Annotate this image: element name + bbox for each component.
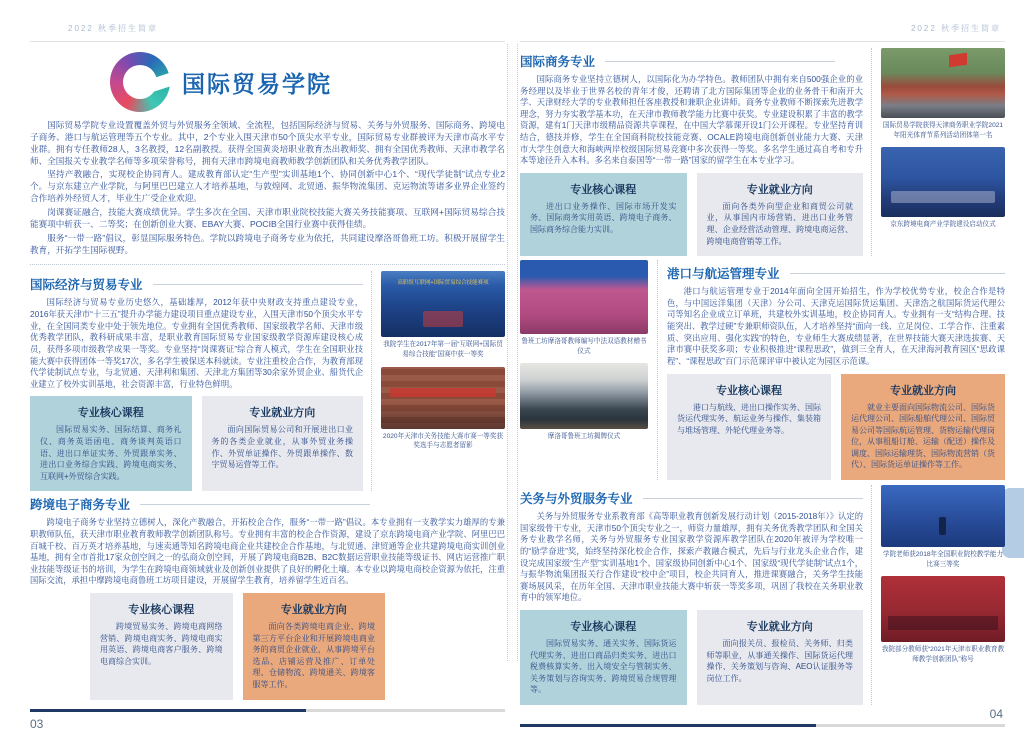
career-box bbox=[697, 173, 864, 256]
photo-teacher-award-stage bbox=[881, 485, 1005, 547]
career-box bbox=[697, 610, 864, 705]
photo-competition-stage bbox=[381, 271, 505, 337]
photo-teacher-team-stage bbox=[881, 576, 1005, 642]
page-edge-tab bbox=[1002, 488, 1024, 558]
career-text: 面向各类跨境电商企业、跨境第三方平台企业和开展跨境电商业务的商贸企业就业，从事跨境平台选品、店铺运营及推广、订单处理、仓储物流、跨境通关、跨境客服等工作。 bbox=[252, 621, 375, 689]
core-course-box bbox=[520, 610, 687, 705]
intro-paragraph-4: 服务“一带一路”倡议，彰显国际服务特色。学院以跨境电子商务专业为依托，共同建设摩洛哥鲁班工坊。积极开展留学生教育，开拓学生国际视野。 bbox=[30, 232, 505, 255]
photo-figure bbox=[520, 260, 648, 356]
photo-caption: 学院老师获2018年全国职业院校教学能力比赛三等奖 bbox=[882, 551, 1004, 568]
core-course-text: 国际贸易实务、国际结算、商务礼仪、商务英语函电、商务谈判英语口语、进出口单证实务、外贸跟单实务、进出口业务综合实践、跨境电商实务、互联网+外贸综合实践。 bbox=[40, 425, 182, 481]
core-course-title: 专业核心课程 bbox=[570, 183, 637, 196]
photo-figure bbox=[381, 271, 505, 359]
section-body: 国际经济与贸易专业历史悠久，基础雄厚，2012年获中央财政支持重点建设专业，2016年获天津市“十三五”提升办学能力建设项目重点建设专业，入围天津市50个顶尖水平专业，在全国同类专业中处于领先地位。专业拥有全国优秀教师、国家级教学名师、天津市级优秀教学团队，教科研成果丰富，是职业教育国际贸易专业国家级教学资源库建设核心成员，获得多项市级教学成果一等奖。专业坚持“岗课赛证”综合育人模式，学生在全国职业技能大赛中获得团体一等奖17次，多名学生被保送本科就读。专业注重校企合作，为教育部现代学徒制试点专业，与北贸通、天津利和集团、天津北方集团等30余家外贸企业、船货代企业建立了校外实训基地，社会资源丰富，行业特色鲜明。 bbox=[30, 297, 363, 389]
page-number: 03 bbox=[30, 716, 44, 731]
section-cross-border-ecommerce bbox=[30, 495, 505, 699]
title-rule bbox=[643, 498, 863, 499]
photo-figure bbox=[381, 367, 505, 451]
core-course-title: 专业核心课程 bbox=[77, 407, 144, 420]
footer-progress-bar bbox=[520, 724, 1005, 727]
college-masthead bbox=[110, 50, 505, 114]
photo-caption: 我院学生在2017年第一届“互联网+国际贸易综合技能”国赛中获一等奖 bbox=[383, 341, 503, 358]
section-title-row bbox=[667, 264, 1005, 282]
career-title: 专业就业方向 bbox=[249, 407, 316, 420]
section-body: 国际商务专业坚持立德树人，以国际化为办学特色。教师团队中拥有来自500强企业的业务经理以及毕业于世界名校的青年才俊，还聘请了北方国际集团等企业的业务骨干和南开大学、天津财经大学的专业教师担任客座教授和兼职企业讲师。商务专业教师不断探索先进教学理念，努力夯实教学基本功，在天津市教师教学能力比赛中获奖。专业建设积累了丰富的教学资源，建有1门天津市级精品资源共享课程，在中国大学慕课开设1门公开课程。专业坚持育训结合，德技并修，学生在全国商科院校技能竞赛、OCALE跨境电商创新创业能力大赛、天津市大学生创意大和海峡两岸校级国际贸易竞赛中多次获得一等奖。多名学生通过高自考和专升本等途径升入本科。多名来自泰国等“一带一路”国家的留学生在本专业学习。 bbox=[520, 74, 863, 166]
career-text: 就业主要面向国际物流公司、国际货运代理公司、国际船舶代理公司、国际贸易公司等国际航运管理、货物运输代理岗位，从事租船订舱、运输（配送）操作及调度、国际运输理货、国际物流营销（货代）、国际货运单证操作等工作。 bbox=[851, 402, 995, 470]
footer-progress-fill bbox=[30, 709, 306, 712]
section-body: 港口与航运管理专业于2014年面向全国开始招生，作为学校优势专业，校企合作是特色，与中国远洋集团（天津）分公司、天津克运国际货运集团、天津浩之航国际货运代理公司等知名企业成立订单班，共建校外实训基地，校企协同育人。专业拥有一支“结构合理、技能突出、教学过硬”专兼职师资队伍，人才培养坚持“面向一线、立足岗位、工学合作、注重素质、突出应用、强化实践”的特色，专业师生大赛成绩显著，在世界技能大赛天津选拔赛、天津市赛中获奖多项；专业积极推进“课程思政”，做到三全育人，在天津海河教育园区“思政课程”、“课程思政”百门示范课评审中被认定为园区示范课。 bbox=[667, 286, 1005, 366]
title-rule bbox=[140, 504, 370, 505]
page-left-header bbox=[30, 18, 505, 42]
photo-figure bbox=[881, 147, 1005, 230]
section-intl-business bbox=[520, 48, 1005, 256]
course-career-boxes bbox=[667, 374, 1005, 481]
page-right bbox=[520, 18, 1005, 727]
photo-caption: 鲁班工坊摩洛哥教师编写中法双语教材赠书仪式 bbox=[521, 338, 647, 355]
course-career-boxes bbox=[30, 396, 363, 491]
career-title: 专业就业方向 bbox=[746, 620, 813, 633]
career-text: 面向国际贸易公司和开展进出口业务的各类企业就业，从事外贸业务操作、外贸单证操作、外贸跟单操作、数字贸易运营等工作。 bbox=[211, 425, 353, 470]
section-intl-trade-main bbox=[30, 271, 363, 491]
photo-column bbox=[520, 260, 648, 480]
core-course-text: 港口与航线、进出口操作实务、国际货运代理实务、航运业务与操作、集装箱与堆场管理、外轮代理业务等。 bbox=[677, 402, 821, 435]
intro-paragraph-1: 国际贸易学院专业设置覆盖外贸与外贸服务全领域、全流程，包括国际经济与贸易、关务与外贸服务、国际商务、跨境电子商务、港口与航运管理等五个专业。其中，2个专业入围天津市50个顶尖水平专业，国际贸易专业群被评为天津市高水平专业群。拥有专任教师28人，3名教授，12名副教授。获得全国黄炎培职业教育杰出教师奖、拥有全国优秀教师、天津市教学名师、全国报关专业教学名师等多项荣誉称号，拥有天津市跨境电商教师教学创新团队和关务优秀教学团队。 bbox=[30, 120, 505, 166]
section-body: 跨境电子商务专业坚持立德树人，深化产教融合，开拓校企合作，服务“一带一路”倡议。本专业拥有一支教学实力雄厚的专兼职教师队伍，获天津市职业教育教师教学创新团队称号。专业拥有丰富的校企合作资源，建设了京东跨境电商产业学院、阿里巴巴百城千校、百万英才培养基地，与速卖通等知名跨境电商企业共建校企合作基地，与北贸通、津贸通等企业共建跨境电商实训创业基地，拥有全市首批17家众创空间之一的弘商众创空间，开展了跨境电商B2B、B2C数据运营职业技能等级证书、网店运营推广职业技能等级证书的培训，为学生在跨境电商领域就业及创新创业提供了良好的孵化土壤。本专业以跨境电商校企资源为依托，注重国际交流，承担中摩跨境电商鲁班工坊项目建设，开展留学生教育，培养留学生近百名。 bbox=[30, 517, 505, 586]
section-title-row bbox=[520, 489, 863, 507]
photo-sidebar bbox=[871, 48, 1005, 256]
header-label: 2022 秋季招生简章 bbox=[68, 24, 159, 33]
section-title-row bbox=[520, 52, 863, 70]
photo-figure bbox=[881, 48, 1005, 140]
core-course-box bbox=[667, 374, 831, 481]
college-intro bbox=[30, 120, 505, 256]
college-name: 国际贸易学院 bbox=[182, 70, 332, 97]
core-course-title: 专业核心课程 bbox=[716, 384, 782, 397]
title-rule bbox=[153, 284, 363, 285]
page-left bbox=[30, 18, 505, 731]
section-title-row bbox=[30, 495, 505, 513]
core-course-title: 专业核心课程 bbox=[128, 603, 195, 616]
section-customs-service-main bbox=[520, 485, 863, 705]
section-customs-service bbox=[520, 485, 1005, 705]
core-course-text: 国际贸易实务、通关实务、国际货运代理实务、进出口商品归类实务、进出口税费核算实务、出入境安全与管制实务、关务策划与咨询实务、跨境贸易合规管理等。 bbox=[530, 638, 677, 695]
page-number: 04 bbox=[989, 706, 1003, 721]
section-body: 关务与外贸服务专业系教育部《高等职业教育创新发展行动计划（2015-2018年）》认定的国家级骨干专业，天津市50个顶尖专业之一，师资力量雄厚，拥有关务优秀教学团队和全国关务专业教学名师，关务与外贸服务专业国家教学资源库教学团队在2020年被评为学校唯一的“励学奋进”奖，始终坚持深化校企合作，探索产教融合模式，先后与行业龙头企业合作，建设完成国家级“生产型”实训基地1个、国家级协同创新中心1个、国家级“现代学徒制”试点1个，与振华物流集团报关行合作建设“校中企”项目，校企共同育人，推进课赛融合，关务学生技能赛场展风采，在历年全国、天津市职业技能大赛中斩获一等奖多项，巩固了我校在关务职业教育中的领军地位。 bbox=[520, 511, 863, 603]
photo-group-brick-building bbox=[381, 367, 505, 429]
footer-progress-fill bbox=[520, 724, 816, 727]
career-title: 专业就业方向 bbox=[890, 384, 956, 397]
photo-textbook-donation bbox=[520, 260, 648, 334]
intro-paragraph-3: 岗课赛证融合，技能大赛成绩优异。学生多次在全国、天津市职业院校技能大赛关务技能赛项、互联网+国际贸易综合技能赛项中斩获一、二等奖；在创新创业大赛、EBAY大赛、POCIB全国行业赛中获得佳绩。 bbox=[30, 207, 505, 229]
section-intl-trade bbox=[30, 271, 505, 491]
career-box bbox=[243, 593, 386, 700]
photo-banner-text: 高职组互联网+国际贸易综合技能赛项 bbox=[397, 280, 489, 287]
core-course-text: 跨境贸易实务、跨境电商网络营销、跨境电商实务、跨境电商实用英语、跨境电商客户服务、跨境电商综合实训。 bbox=[100, 621, 223, 666]
section-title: 港口与航运管理专业 bbox=[667, 267, 780, 282]
career-title: 专业就业方向 bbox=[746, 183, 813, 196]
core-course-box bbox=[90, 593, 233, 700]
career-text: 面向各类外向型企业和商贸公司就业，从事国内市场营销、进出口业务管理、企业经营活动管理、跨境电商运营、跨境电商营销等工作。 bbox=[706, 201, 853, 246]
section-title: 国际经济与贸易专业 bbox=[30, 278, 143, 293]
career-box bbox=[202, 396, 364, 491]
center-gutter-dotted-line-left bbox=[507, 44, 508, 661]
career-box bbox=[841, 374, 1005, 481]
core-course-title: 专业核心课程 bbox=[570, 620, 637, 633]
photo-sports-group bbox=[881, 48, 1005, 118]
photo-figure bbox=[881, 576, 1005, 664]
section-port-shipping bbox=[520, 260, 1005, 480]
center-gutter-dotted-line-right bbox=[517, 44, 518, 661]
section-title: 跨境电子商务专业 bbox=[30, 498, 131, 513]
photo-figure bbox=[881, 485, 1005, 569]
course-career-boxes bbox=[90, 593, 385, 700]
title-rule bbox=[790, 273, 1005, 274]
course-career-boxes bbox=[520, 173, 863, 256]
section-intl-business-main bbox=[520, 48, 863, 256]
photo-unveiling-conference bbox=[520, 363, 648, 429]
photo-launch-ceremony bbox=[881, 147, 1005, 217]
section-title: 关务与外贸服务专业 bbox=[520, 492, 633, 507]
section-port-shipping-main bbox=[657, 260, 1005, 480]
career-title: 专业就业方向 bbox=[280, 603, 347, 616]
photo-sidebar bbox=[371, 271, 505, 491]
photo-caption: 摩洛哥鲁班工坊揭牌仪式 bbox=[547, 433, 621, 441]
photo-caption: 京东跨境电商产业学院建设启动仪式 bbox=[890, 221, 996, 229]
photo-figure bbox=[520, 363, 648, 442]
course-career-boxes bbox=[520, 610, 863, 705]
dotted-divider bbox=[30, 264, 505, 265]
section-title-row bbox=[30, 275, 363, 293]
core-course-text: 进出口业务操作、国际市场开发实务、国际商务实用英语、跨境电子商务、国际商务综合能力实训。 bbox=[530, 201, 677, 235]
footer-progress-bar bbox=[30, 709, 505, 712]
college-logo-icon bbox=[110, 52, 170, 112]
photo-caption: 2020年天津市关务技能大赛市赛一等奖获奖选手与志愿者留影 bbox=[382, 432, 504, 450]
header-label: 2022 秋季招生简章 bbox=[910, 24, 1001, 33]
career-text: 面向报关员、报检员、关务师、归类师等职业，从事通关操作、国际货运代理操作、关务策划与咨询、AEO认证服务等岗位工作。 bbox=[706, 638, 853, 683]
core-course-box bbox=[30, 396, 192, 491]
title-rule bbox=[605, 61, 835, 62]
section-title: 国际商务专业 bbox=[520, 55, 596, 69]
photo-caption: 我院部分教师获“2021年天津市职业教育教师教学创新团队”称号 bbox=[881, 646, 1005, 663]
photo-caption: 国际贸易学院获得天津商务职业学院2021年阳光体育节系列活动团体第一名 bbox=[882, 122, 1004, 139]
core-course-box bbox=[520, 173, 687, 256]
page-right-header bbox=[520, 18, 1005, 42]
photo-sidebar bbox=[871, 485, 1005, 705]
intro-paragraph-2: 坚持产教融合，实现校企协同育人。建成教育部认定“生产型”实训基地1个、协同创新中心1个、“现代学徒制”试点专业2个。与京东建立产业学院，与阿里巴巴建立人才培养基地，与敦煌网、北贸通、振华物流集团、克运物流等诸多业界企业签约合作培养外经贸人才，毕业生广受企业欢迎。 bbox=[30, 169, 505, 204]
